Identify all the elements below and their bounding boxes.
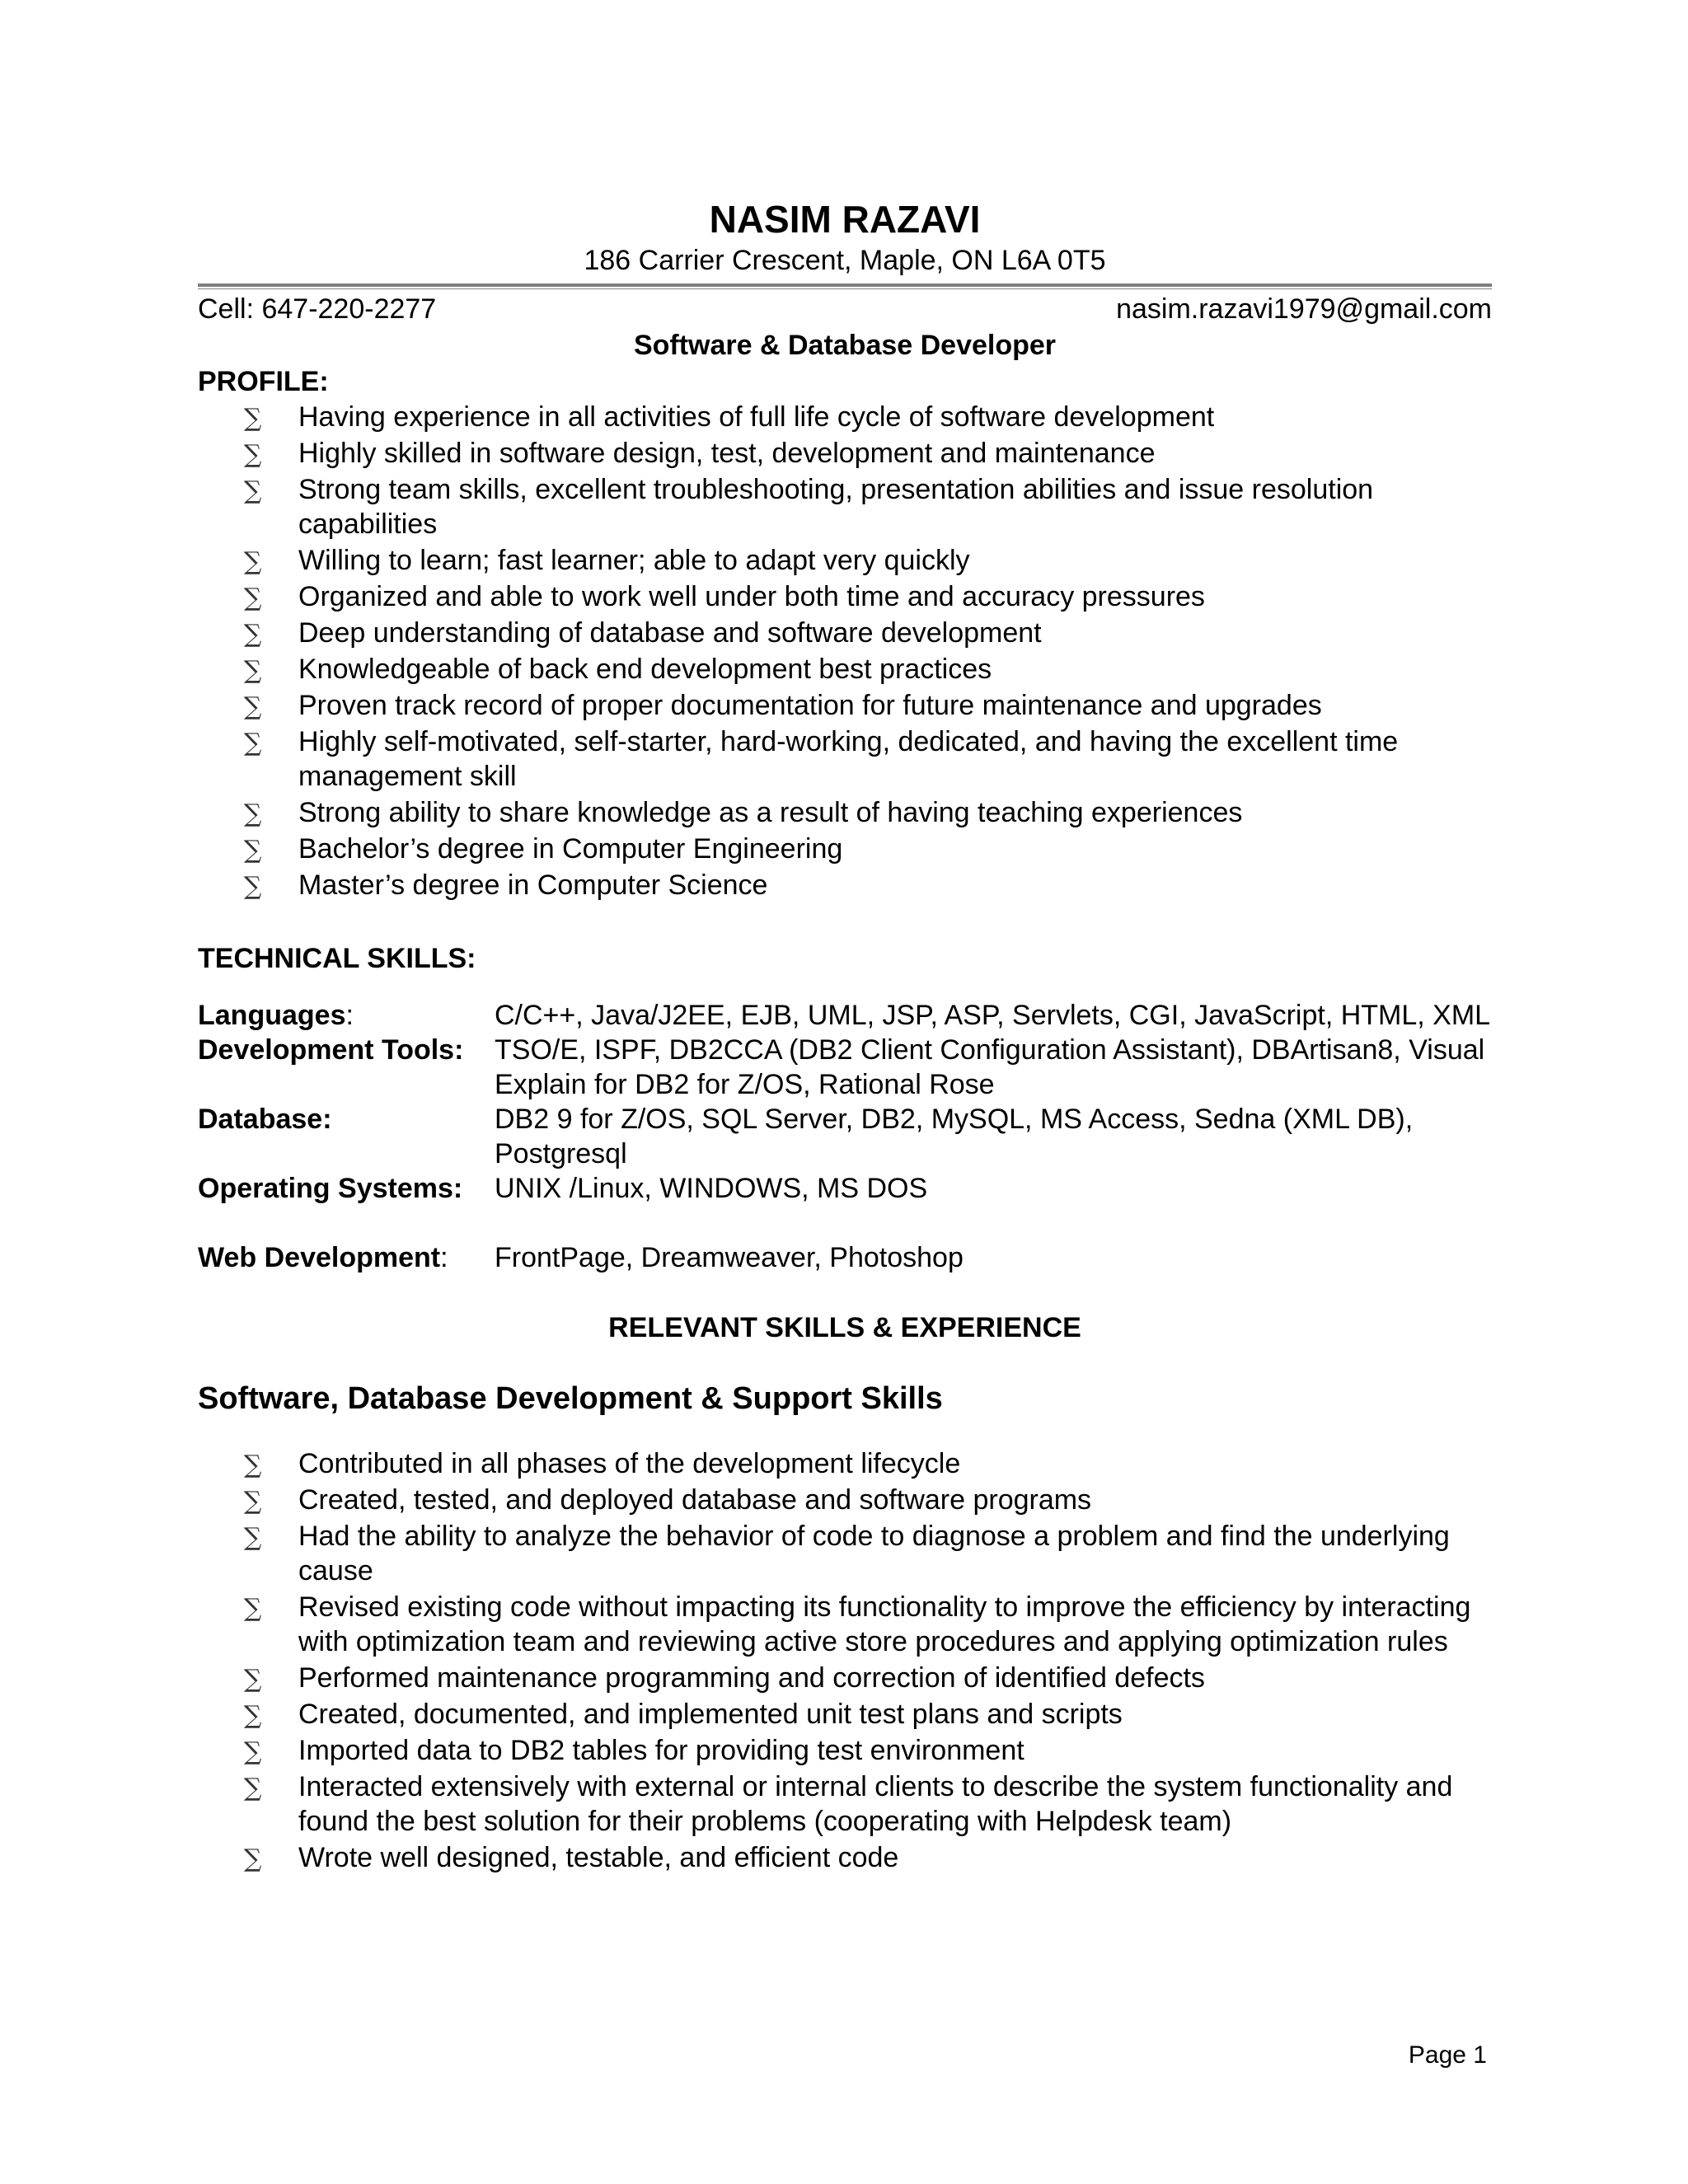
profile-list	[198, 400, 1492, 902]
profile-item: ∑ Highly self-motivated, self-starter, hard-working, dedicated, and having the excellent time management skill	[244, 726, 1399, 792]
candidate-name: NASIM RAZAVI	[709, 198, 981, 241]
skill-row-database	[198, 1102, 1492, 1171]
experience-item: ∑ Wrote well designed, testable, and efficient code	[198, 1840, 1492, 1875]
skill-row-web-development: Web Development: FrontPage, Dreamweaver, Photoshop	[198, 1240, 1492, 1275]
sigma-bullet-icon: ∑	[244, 872, 262, 901]
skill-value: C/C++, Java/J2EE, EJB, UML, JSP, ASP, Servlets, CGI, JavaScript, HTML, XML	[495, 1000, 1491, 1031]
experience-item: ∑ Had the ability to analyze the behavior of code to diagnose a problem and find the underlying cause	[244, 1521, 1450, 1586]
sigma-bullet-icon: ∑	[244, 1594, 262, 1623]
profile-heading: PROFILE:	[198, 366, 329, 397]
profile-item: ∑ Having experience in all activities of full life cycle of software development	[198, 400, 1492, 434]
candidate-address: 186 Carrier Crescent, Maple, ON L6A 0T5	[584, 245, 1106, 276]
profile-item: ∑ Master’s degree in Computer Science	[198, 868, 1492, 902]
experience-item: ∑ Performed maintenance programming and correction of identified defects	[198, 1661, 1492, 1695]
experience-item: ∑ Created, tested, and deployed database and software programs	[198, 1483, 1492, 1517]
sigma-bullet-icon: ∑	[244, 1774, 262, 1802]
skill-label: Operating Systems:	[198, 1173, 463, 1204]
sigma-bullet-icon: ∑	[244, 1737, 262, 1766]
sigma-bullet-icon: ∑	[244, 799, 262, 828]
spacer	[198, 1275, 1492, 1310]
spacer	[198, 1418, 1492, 1446]
technical-skills-table	[198, 998, 1492, 1275]
skill-row-development-tools	[198, 1033, 1492, 1102]
skill-label: Database:	[198, 1104, 332, 1135]
job-role: Software & Database Developer	[633, 330, 1057, 361]
experience-item: ∑ Interacted extensively with external or internal clients to describe the system functionality and found the best solution for their problems (cooperating with Helpdesk team)	[244, 1771, 1453, 1837]
sigma-bullet-icon: ∑	[244, 1487, 262, 1516]
header-divider	[198, 284, 1492, 289]
experience-item: ∑ Created, documented, and implemented unit test plans and scripts	[198, 1697, 1492, 1732]
skill-row-operating-systems	[198, 1171, 1492, 1206]
sigma-bullet-icon: ∑	[244, 1844, 262, 1873]
skill-label: Languages	[198, 1000, 346, 1031]
skill-value: UNIX /Linux, WINDOWS, MS DOS	[495, 1173, 928, 1204]
sigma-bullet-icon: ∑	[244, 583, 262, 612]
skill-value: TSO/E, ISPF, DB2CCA (DB2 Client Configuration Assistant), DBArtisan8, Visual Explain for DB2 for Z/OS, Rational Rose	[495, 1034, 1485, 1100]
sigma-bullet-icon: ∑	[244, 440, 262, 469]
profile-item: ∑ Deep understanding of database and software development	[198, 616, 1492, 650]
skill-row-languages: Languages: C/C++, Java/J2EE, EJB, UML, JSP, ASP, Servlets, CGI, JavaScript, HTML, XML	[198, 1000, 1491, 1031]
experience-item: ∑ Imported data to DB2 tables for providing test environment	[198, 1733, 1492, 1768]
experience-item: ∑ Contributed in all phases of the development lifecycle	[198, 1446, 1492, 1481]
cell-phone: Cell: 647-220-2277	[198, 293, 437, 325]
skill-value: DB2 9 for Z/OS, SQL Server, DB2, MySQL, MS Access, Sedna (XML DB), Postgresql	[495, 1104, 1414, 1169]
spacer	[198, 1206, 1492, 1240]
skill-label: Development Tools:	[198, 1034, 464, 1066]
profile-item: ∑ Bachelor’s degree in Computer Engineering	[198, 832, 1492, 866]
sigma-bullet-icon: ∑	[244, 1665, 262, 1694]
page-number: Page 1	[1408, 2041, 1487, 2069]
sigma-bullet-icon: ∑	[244, 656, 262, 685]
sigma-bullet-icon: ∑	[244, 692, 262, 721]
experience-subheading: Software, Database Development & Support Skills	[198, 1381, 943, 1416]
contact-row	[198, 291, 1492, 327]
email-address: nasim.razavi1979@gmail.com	[1116, 293, 1492, 325]
experience-item: ∑ Revised existing code without impacting its functionality to improve the efficiency by interacting with optimization team and reviewing active store procedures and applying optimization rules	[244, 1591, 1471, 1657]
spacer	[198, 1346, 1492, 1379]
sigma-bullet-icon: ∑	[244, 729, 262, 757]
sigma-bullet-icon: ∑	[244, 836, 262, 865]
profile-item: ∑ Proven track record of proper documentation for future maintenance and upgrades	[198, 688, 1492, 723]
sigma-bullet-icon: ∑	[244, 404, 262, 433]
profile-item: ∑ Highly skilled in software design, test, development and maintenance	[198, 436, 1492, 471]
sigma-bullet-icon: ∑	[244, 1523, 262, 1552]
sigma-bullet-icon: ∑	[244, 476, 262, 505]
skill-label: Web Development	[198, 1242, 441, 1273]
experience-list	[198, 1446, 1492, 1875]
profile-item: ∑ Knowledgeable of back end development best practices	[198, 652, 1492, 687]
sigma-bullet-icon: ∑	[244, 1451, 262, 1479]
technical-skills-heading: TECHNICAL SKILLS:	[198, 943, 476, 974]
sigma-bullet-icon: ∑	[244, 620, 262, 649]
sigma-bullet-icon: ∑	[244, 547, 262, 576]
spacer	[198, 904, 1492, 940]
sigma-bullet-icon: ∑	[244, 1701, 262, 1730]
experience-heading: RELEVANT SKILLS & EXPERIENCE	[608, 1312, 1081, 1343]
profile-item: ∑ Strong team skills, excellent troubleshooting, presentation abilities and issue resolution capabilities	[244, 474, 1374, 540]
resume-content	[198, 196, 1492, 1877]
profile-item: ∑ Willing to learn; fast learner; able to adapt very quickly	[198, 543, 1492, 578]
skill-value: FrontPage, Dreamweaver, Photoshop	[495, 1242, 964, 1273]
profile-item: ∑ Organized and able to work well under both time and accuracy pressures	[198, 579, 1492, 614]
profile-item: ∑ Strong ability to share knowledge as a result of having teaching experiences	[198, 795, 1492, 830]
